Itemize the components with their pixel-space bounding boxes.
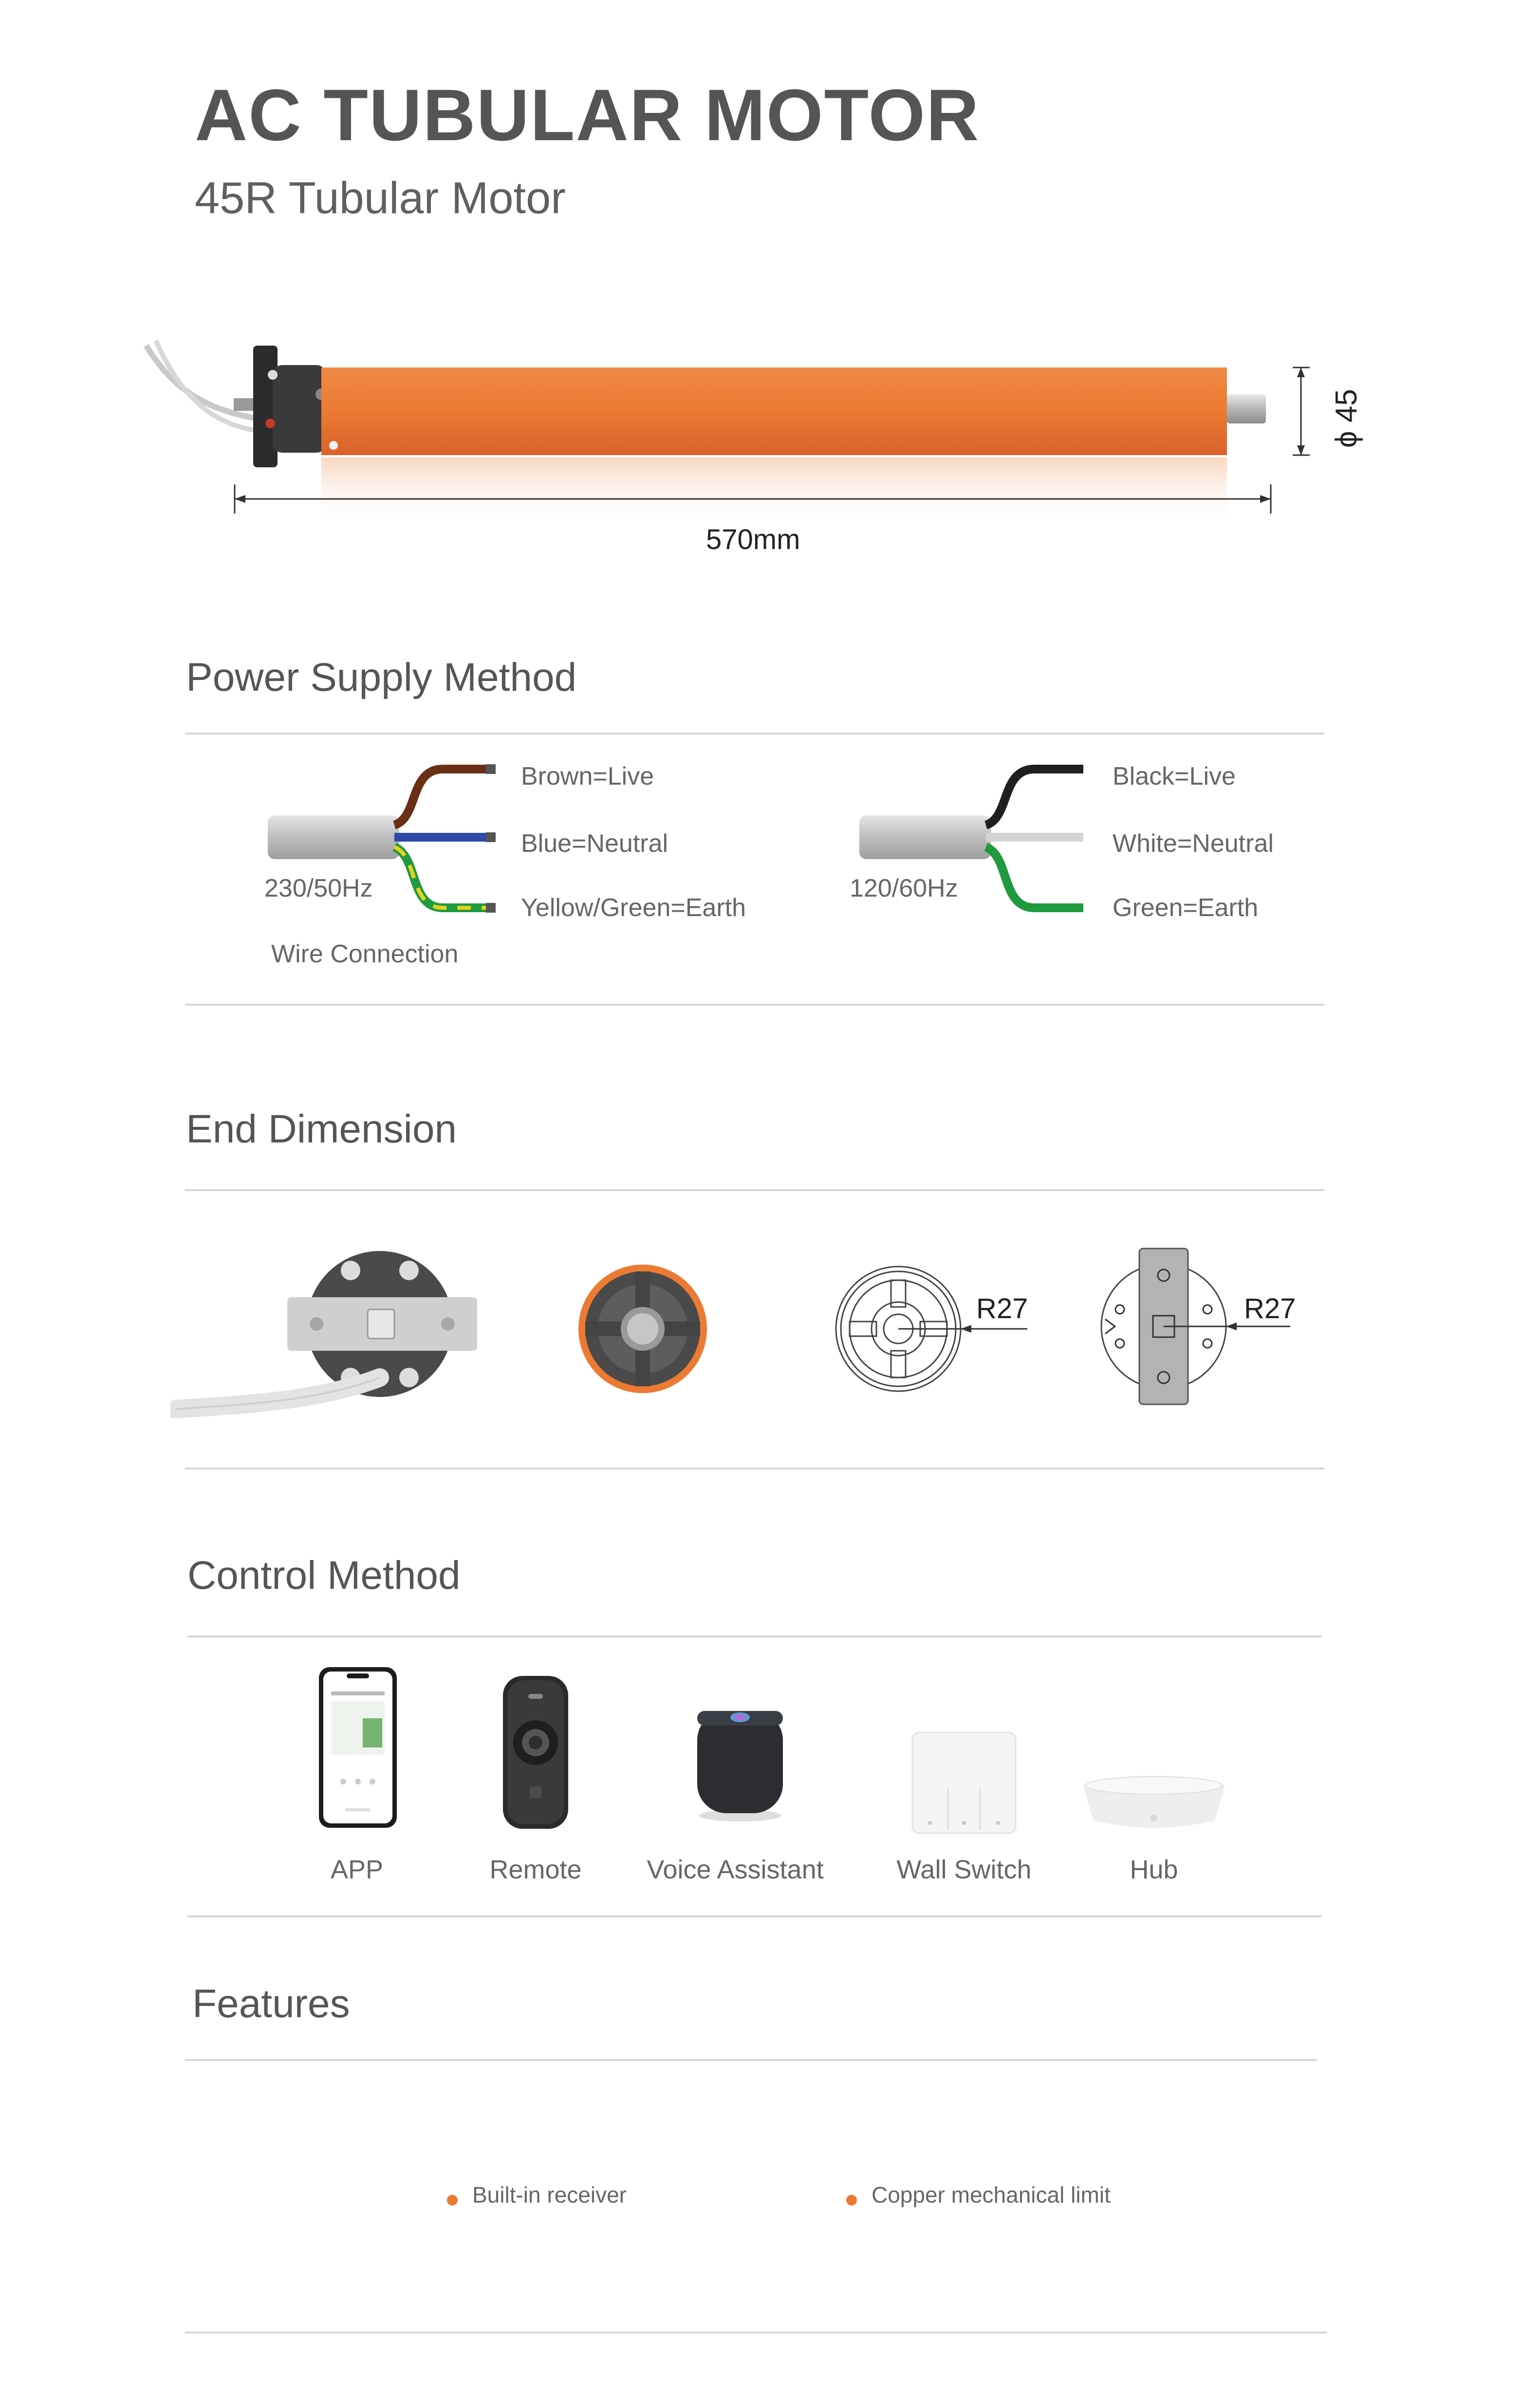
divider xyxy=(185,733,1324,735)
divider xyxy=(185,1189,1324,1191)
feature-item-receiver: Built-in receiver xyxy=(472,2182,627,2207)
feature-item-copper-limit: Copper mechanical limit xyxy=(872,2182,1111,2207)
control-label-hub: Hub xyxy=(1130,1855,1178,1884)
control-method-title: Control Method xyxy=(187,1553,461,1598)
tube-reflection xyxy=(321,458,1227,526)
end-view-drive-wheel xyxy=(575,1261,711,1397)
wire-label-white: White=Neutral xyxy=(1113,829,1274,858)
features-title: Features xyxy=(192,1982,350,2026)
divider xyxy=(187,1915,1322,1917)
phone-app-icon xyxy=(316,1665,399,1830)
motor-head xyxy=(253,346,327,467)
diameter-label: ϕ 45 xyxy=(1330,389,1363,448)
feature-bullet xyxy=(846,2195,857,2206)
voltage-label-230: 230/50Hz xyxy=(264,874,373,902)
hub-icon xyxy=(1081,1772,1227,1835)
smart-speaker-icon xyxy=(691,1701,789,1828)
page-title: AC TUBULAR MOTOR xyxy=(195,74,980,156)
length-label: 570mm xyxy=(706,524,800,555)
feature-bullet xyxy=(447,2195,458,2206)
divider xyxy=(185,2332,1327,2334)
end-view-drive-drawing xyxy=(833,1258,1037,1404)
motor-cables xyxy=(146,341,258,431)
motor-tube xyxy=(321,368,1227,455)
page-subtitle: 45R Tubular Motor xyxy=(195,173,566,223)
wire-label-green: Green=Earth xyxy=(1113,894,1259,922)
end-view-head-bracket xyxy=(170,1246,487,1431)
voltage-label-120: 120/60Hz xyxy=(850,874,958,902)
wire-connection-note: Wire Connection xyxy=(271,940,459,968)
motor-shaft xyxy=(1227,394,1266,423)
wire-label-yellow-green: Yellow/Green=Earth xyxy=(521,894,746,922)
wall-switch-icon xyxy=(910,1730,1018,1835)
radius-label-bracket: R27 xyxy=(1244,1293,1296,1324)
wire-label-blue: Blue=Neutral xyxy=(521,829,668,858)
divider xyxy=(185,1004,1324,1006)
diameter-dimension xyxy=(1293,368,1310,455)
divider xyxy=(185,2059,1317,2061)
wire-label-brown: Brown=Live xyxy=(521,762,654,790)
end-view-bracket-drawing xyxy=(1091,1246,1295,1412)
remote-control-icon xyxy=(501,1674,570,1830)
end-dimension-title: End Dimension xyxy=(186,1107,457,1151)
control-label-app: APP xyxy=(330,1855,384,1884)
wire-label-black: Black=Live xyxy=(1113,762,1236,790)
radius-label-drive: R27 xyxy=(976,1293,1028,1324)
divider xyxy=(185,1468,1324,1470)
power-supply-title: Power Supply Method xyxy=(186,655,577,699)
control-label-voice-assistant: Voice Assistant xyxy=(647,1855,824,1884)
control-label-wall-switch: Wall Switch xyxy=(896,1855,1032,1884)
divider xyxy=(187,1636,1322,1637)
control-label-remote: Remote xyxy=(489,1855,582,1884)
